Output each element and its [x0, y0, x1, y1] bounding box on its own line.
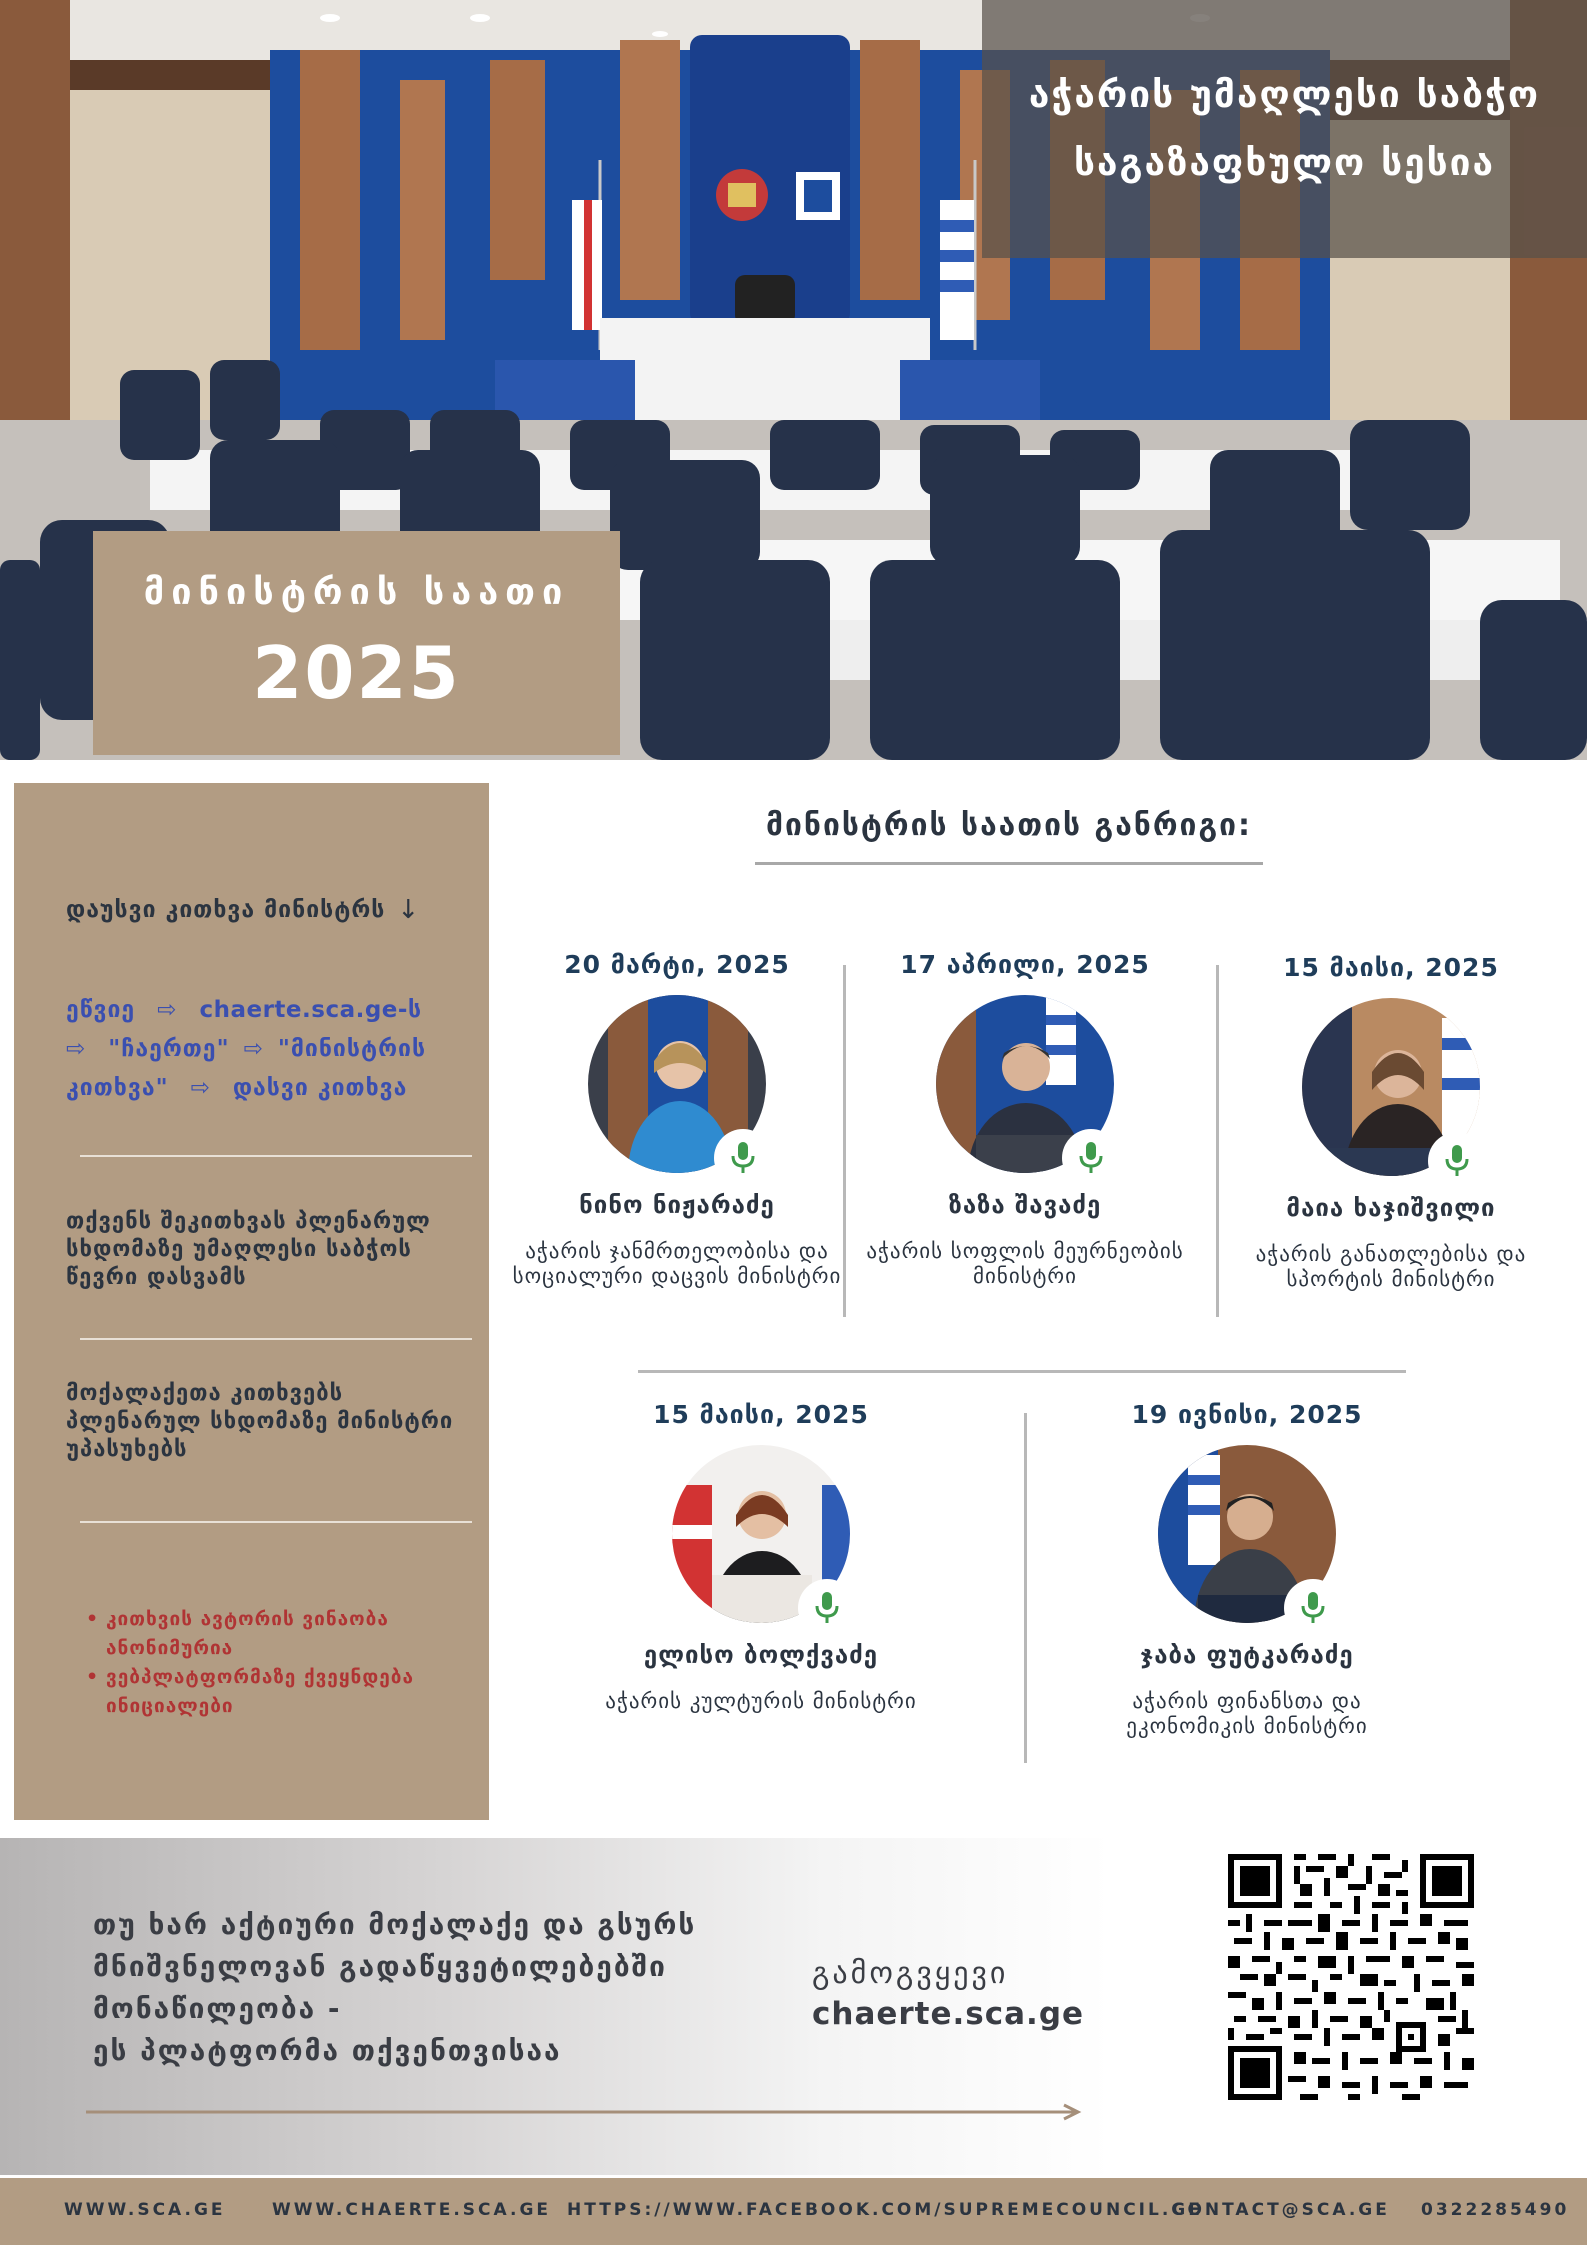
session-date: 19 ივნისი, 2025 — [1131, 1400, 1363, 1429]
microphone-icon — [1062, 1129, 1120, 1187]
how-to-ask-panel — [14, 783, 489, 1820]
minister-name: ელისო ბოლქვაძე — [643, 1641, 879, 1669]
minister-card — [860, 950, 1190, 1289]
minister-photo — [936, 995, 1114, 1173]
schedule-title-underline — [755, 862, 1263, 865]
minister-name: ზაზა შავაძე — [948, 1191, 1102, 1219]
session-title-box — [982, 0, 1587, 258]
cta-line: მონაწილეობა - — [93, 1992, 342, 2025]
divider — [80, 1338, 472, 1340]
minister-card — [596, 1400, 926, 1714]
minister-role: აჭარის განათლებისა და სპორტის მინისტრი — [1255, 1242, 1527, 1291]
ask-minister-heading — [66, 895, 420, 925]
minister-photo — [672, 1445, 850, 1623]
divider — [638, 1370, 1406, 1373]
minister-role: აჭარის კულტურის მინისტრი — [605, 1689, 917, 1713]
minister-name: მაია ხაჯიშვილი — [1286, 1194, 1496, 1222]
session-date: 15 მაისი, 2025 — [653, 1400, 869, 1429]
badge-year: 2025 — [252, 630, 461, 715]
microphone-icon — [1428, 1132, 1486, 1190]
right-arrow-icon: ⇨ — [157, 997, 178, 1023]
footer-phone: 0322285490 — [1421, 2200, 1570, 2220]
divider — [80, 1155, 472, 1157]
minister-card — [1082, 1400, 1412, 1739]
call-to-action — [0, 1838, 1587, 2175]
session-date: 15 მაისი, 2025 — [1283, 953, 1499, 982]
anonymity-notes — [106, 1605, 436, 1721]
minister-card — [1226, 953, 1556, 1292]
note-item: • ვებპლატფორმაზე ქვეყნდება ინიციალები — [106, 1663, 436, 1721]
divider — [80, 1521, 472, 1523]
step-ask-question: დასვი კითხვა — [232, 1075, 408, 1101]
step-minister-question-a: "მინისტრის — [277, 1036, 427, 1062]
step-visit: ეწვიე — [66, 997, 136, 1023]
down-arrow-icon: ↓ — [397, 895, 421, 925]
long-right-arrow-icon — [86, 2102, 1086, 2122]
minister-role: აჭარის სოფლის მეურნეობის მინისტრი — [866, 1239, 1184, 1288]
cta-line: ეს პლატფორმა თქვენთვისაა — [93, 2034, 562, 2067]
footer-link-facebook[interactable]: HTTPS://WWW.FACEBOOK.COM/SUPREMECOUNCIL.GE — [567, 2200, 1203, 2220]
divider — [843, 965, 846, 1317]
session-title-line1: აჭარის უმაღლესი საბჭო — [1028, 73, 1541, 116]
chaerte-link[interactable]: chaerte.sca.ge-ს — [199, 997, 422, 1023]
divider — [1216, 965, 1219, 1317]
badge-label: მინისტრის საათი — [143, 571, 570, 613]
chaerte-site-link[interactable]: chaerte.sca.ge — [812, 1996, 1085, 2032]
minister-hour-badge — [93, 531, 620, 755]
cta-message — [93, 1904, 793, 2072]
right-arrow-icon: ⇨ — [190, 1075, 211, 1101]
step-minister-question-b: კითხვა" — [66, 1075, 169, 1101]
follow-us-label: გამოგვყევი — [812, 1956, 1009, 1991]
right-arrow-icon: ⇨ — [243, 1036, 264, 1062]
footer-link-chaerte[interactable]: WWW.CHAERTE.SCA.GE — [272, 2200, 552, 2220]
minister-name: ჯაბა ფუტკარაძე — [1140, 1641, 1354, 1669]
note-item: • კითხვის ავტორის ვინაობა ანონიმურია — [106, 1605, 436, 1663]
footer-link-sca[interactable]: WWW.SCA.GE — [64, 2200, 226, 2220]
contact-footer — [0, 2178, 1587, 2245]
schedule-title: მინისტრის საათის განრიგი: — [765, 808, 1253, 843]
cta-line: მნიშვნელოვან გადაწყვეტილებებში — [93, 1950, 667, 1983]
minister-photo — [1158, 1445, 1336, 1623]
minister-name: ნინო ნიჟარაძე — [579, 1191, 775, 1219]
divider — [1024, 1413, 1027, 1763]
minister-role: აჭარის ფინანსთა და ეკონომიკის მინისტრი — [1126, 1689, 1368, 1738]
microphone-icon — [714, 1129, 772, 1187]
minister-role: აჭარის ჯანმრთელობისა და სოციალური დაცვის მინისტრი — [512, 1239, 842, 1288]
cta-line: თუ ხარ აქტიური მოქალაქე და გსურს — [93, 1908, 697, 1941]
microphone-icon — [1284, 1579, 1342, 1637]
session-title-line2: საგაზაფხულო სესია — [1073, 141, 1495, 184]
minister-photo — [1302, 998, 1480, 1176]
qr-code[interactable] — [1228, 1854, 1474, 2100]
minister-answers-text: მოქალაქეთა კითხვებს პლენარულ სხდომაზე მინისტრი უპასუხებს — [66, 1381, 454, 1462]
ask-minister-text: დაუსვი კითხვა მინისტრს — [66, 897, 386, 923]
footer-link-email[interactable]: CONTACT@SCA.GE — [1172, 2200, 1390, 2220]
right-arrow-icon: ⇨ — [66, 1036, 87, 1062]
council-member-asks-text: თქვენს შეკითხვას პლენარულ სხდომაზე უმაღლესი საბჭოს წევრი დასვამს — [66, 1209, 431, 1290]
session-date: 17 აპრილი, 2025 — [900, 950, 1150, 979]
step-join: "ჩაერთე" — [108, 1036, 230, 1062]
minister-photo — [588, 995, 766, 1173]
minister-card — [512, 950, 842, 1289]
microphone-icon — [798, 1579, 856, 1637]
ask-steps — [66, 991, 486, 1108]
hero-banner — [0, 0, 1587, 760]
session-date: 20 მარტი, 2025 — [564, 950, 790, 979]
